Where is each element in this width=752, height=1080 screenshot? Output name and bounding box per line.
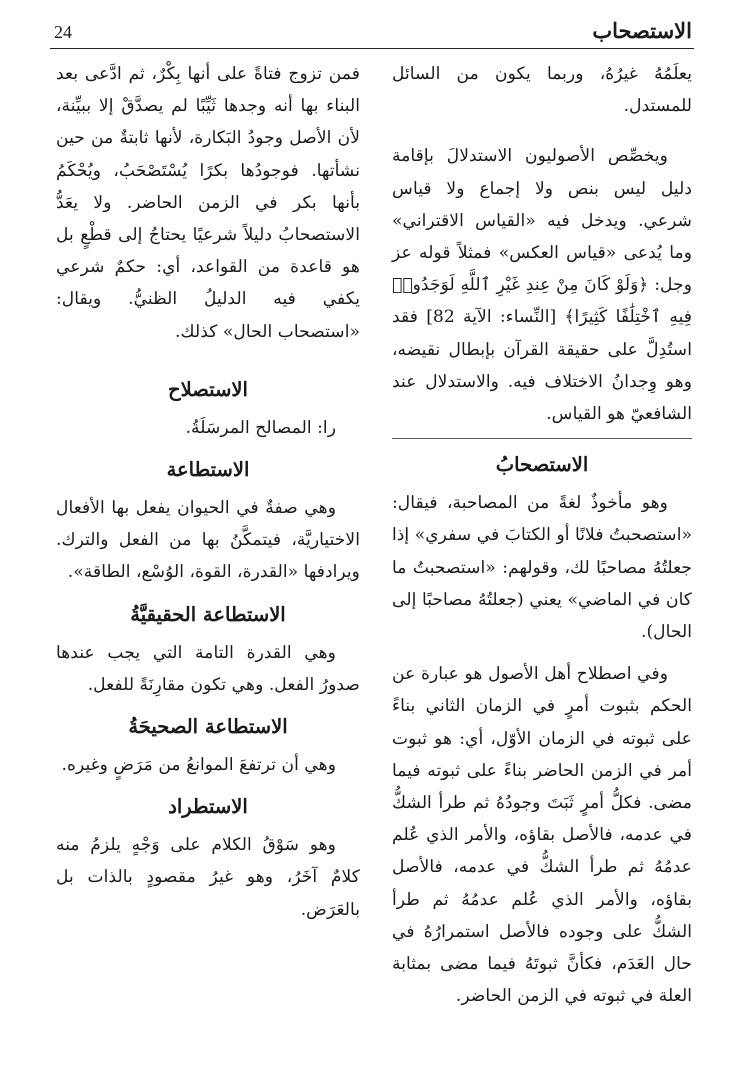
section-divider	[392, 438, 692, 439]
left-paragraph-3: وهي صفةٌ في الحيوان يفعل بها الأفعال الاختياريَّة، فيتمكَّنُ بها من الفعل والترك. ويرادفها «القدرة، القوة، الوُسْع، الطاقة».	[56, 498, 360, 583]
left-paragraph-2: را: المصالح المرسَلَةُ.	[185, 417, 336, 438]
heading-istitaa: الاستطاعة	[166, 458, 250, 482]
page-number: 24	[54, 22, 72, 42]
left-column	[56, 58, 360, 926]
right-paragraph-3: وهو مأخوذٌ لغةً من المصاحبة، فيقال: «استصحبتُ فلانًا أو الكتابَ في سفري» إذا جعلتُهُ مصاحبًا لك، وقولهم: «استصحبتُ ما كان في الماضي» يعني (جعلتُهُ مصاحبًا إلى الحال).	[392, 493, 692, 643]
right-paragraph-2: ويخصِّص الأصوليون الاستدلالَ بإقامة دليل ليس بنص ولا إجماع ولا قياس شرعي. ويدخل فيه «القياس الاقتراني» وما يُدعى «قياس العكس» فمثلاً قوله عز وجل: ﴿وَلَوْ كَانَ مِنْ عِندِ غَيْرِ ٱللَّهِ لَوَجَدُوا۟ فِيهِ ٱخْتِلَٰفًا كَثِيرًا﴾ [النِّساء: الآية 82] فقد استُدِلَّ على حقيقة القرآن بإبطال نقيضه، وهو وِجدانُ الاختلاف فيه. والاستدلال عند الشافعيّ هو القياس.	[392, 146, 692, 425]
left-paragraph-6: وهو سَوْقُ الكلام على وَجْهٍ يلزمُ منه كلامٌ آخَرُ، وهو غيرُ مقصودٍ بالذات بل بالعَرَض.	[56, 835, 360, 920]
heading-istitaa-sahiha: الاستطاعة الصحيحَةُ	[128, 715, 288, 739]
heading-istitrad: الاستطراد	[168, 795, 248, 819]
heading-istishab: الاستصحابُ	[495, 453, 589, 477]
left-paragraph-1: فمن تزوج فتاةً على أنها بِكْرٌ، ثم ادَّعى بعد البناء بها أنه وجدها ثَيِّبًا لم يصدَّقْ إلا ببيِّنة، لأن الأصل وجودُ البَكارة، لأنها ثابتةٌ من حين نشأتها. فوجودُها بكرًا يُسْتَصْحَبُ، ويُحْكَمُ بأنها بكر في الزمن الحاضر. ولا يعَدُّ الاستصحابُ دليلاً شرعيًا يحتاجُ إلى قطْعٍ بل هو قاعدة من القواعد، أي: حكمٌ شرعي يكفي فيه الدليلُ الظنيُّ. ويقال: «استصحاب الحال» كذلك.	[56, 64, 360, 342]
running-head: الاستصحاب	[592, 18, 692, 43]
page-header	[50, 14, 694, 49]
right-paragraph-4: وفي اصطلاح أهل الأصول هو عبارة عن الحكم بثبوت أمرٍ في الزمان الثاني بناءً على ثبوته في الزمان الأوّل، أي: هو ثبوت أمر في الزمن الحاضر بناءً على ثبوته فيما مضى. فكلُّ أمرٍ ثَبَتَ وجودُهُ ثم طرأ الشكُّ في عدمه، فالأصل بقاؤه، والأمر الذي عُلم عدمُهُ ثم طرأ الشكُّ في عدمه، فالأصل بقاؤه، والأمر الذي عُلم عدمُهُ ثم طرأ الشكُّ على وجوده فالأصل استمرارُهُ في حال العَدَم، فكأنَّ ثبوتَهُ فيما مضى بمثابة العلة في ثبوته في الزمن الحاضر.	[392, 664, 692, 1007]
heading-istislah: الاستصلاح	[168, 377, 248, 401]
heading-istitaa-haqiqiyya: الاستطاعة الحقيقيَّةُ	[130, 602, 286, 626]
left-paragraph-4: وهي القدرة التامة التي يجب عندها صدورُ الفعل. وهي تكون مقارِنَةً للفعل.	[56, 642, 360, 695]
right-column	[392, 58, 692, 1012]
left-paragraph-5: وهي أن ترتفعَ الموانعُ من مَرَضٍ وغيره.	[61, 755, 336, 776]
right-paragraph-1: يعلَمُهُ غيرُهُ، وربما يكون من السائل للمستدل.	[392, 64, 692, 117]
